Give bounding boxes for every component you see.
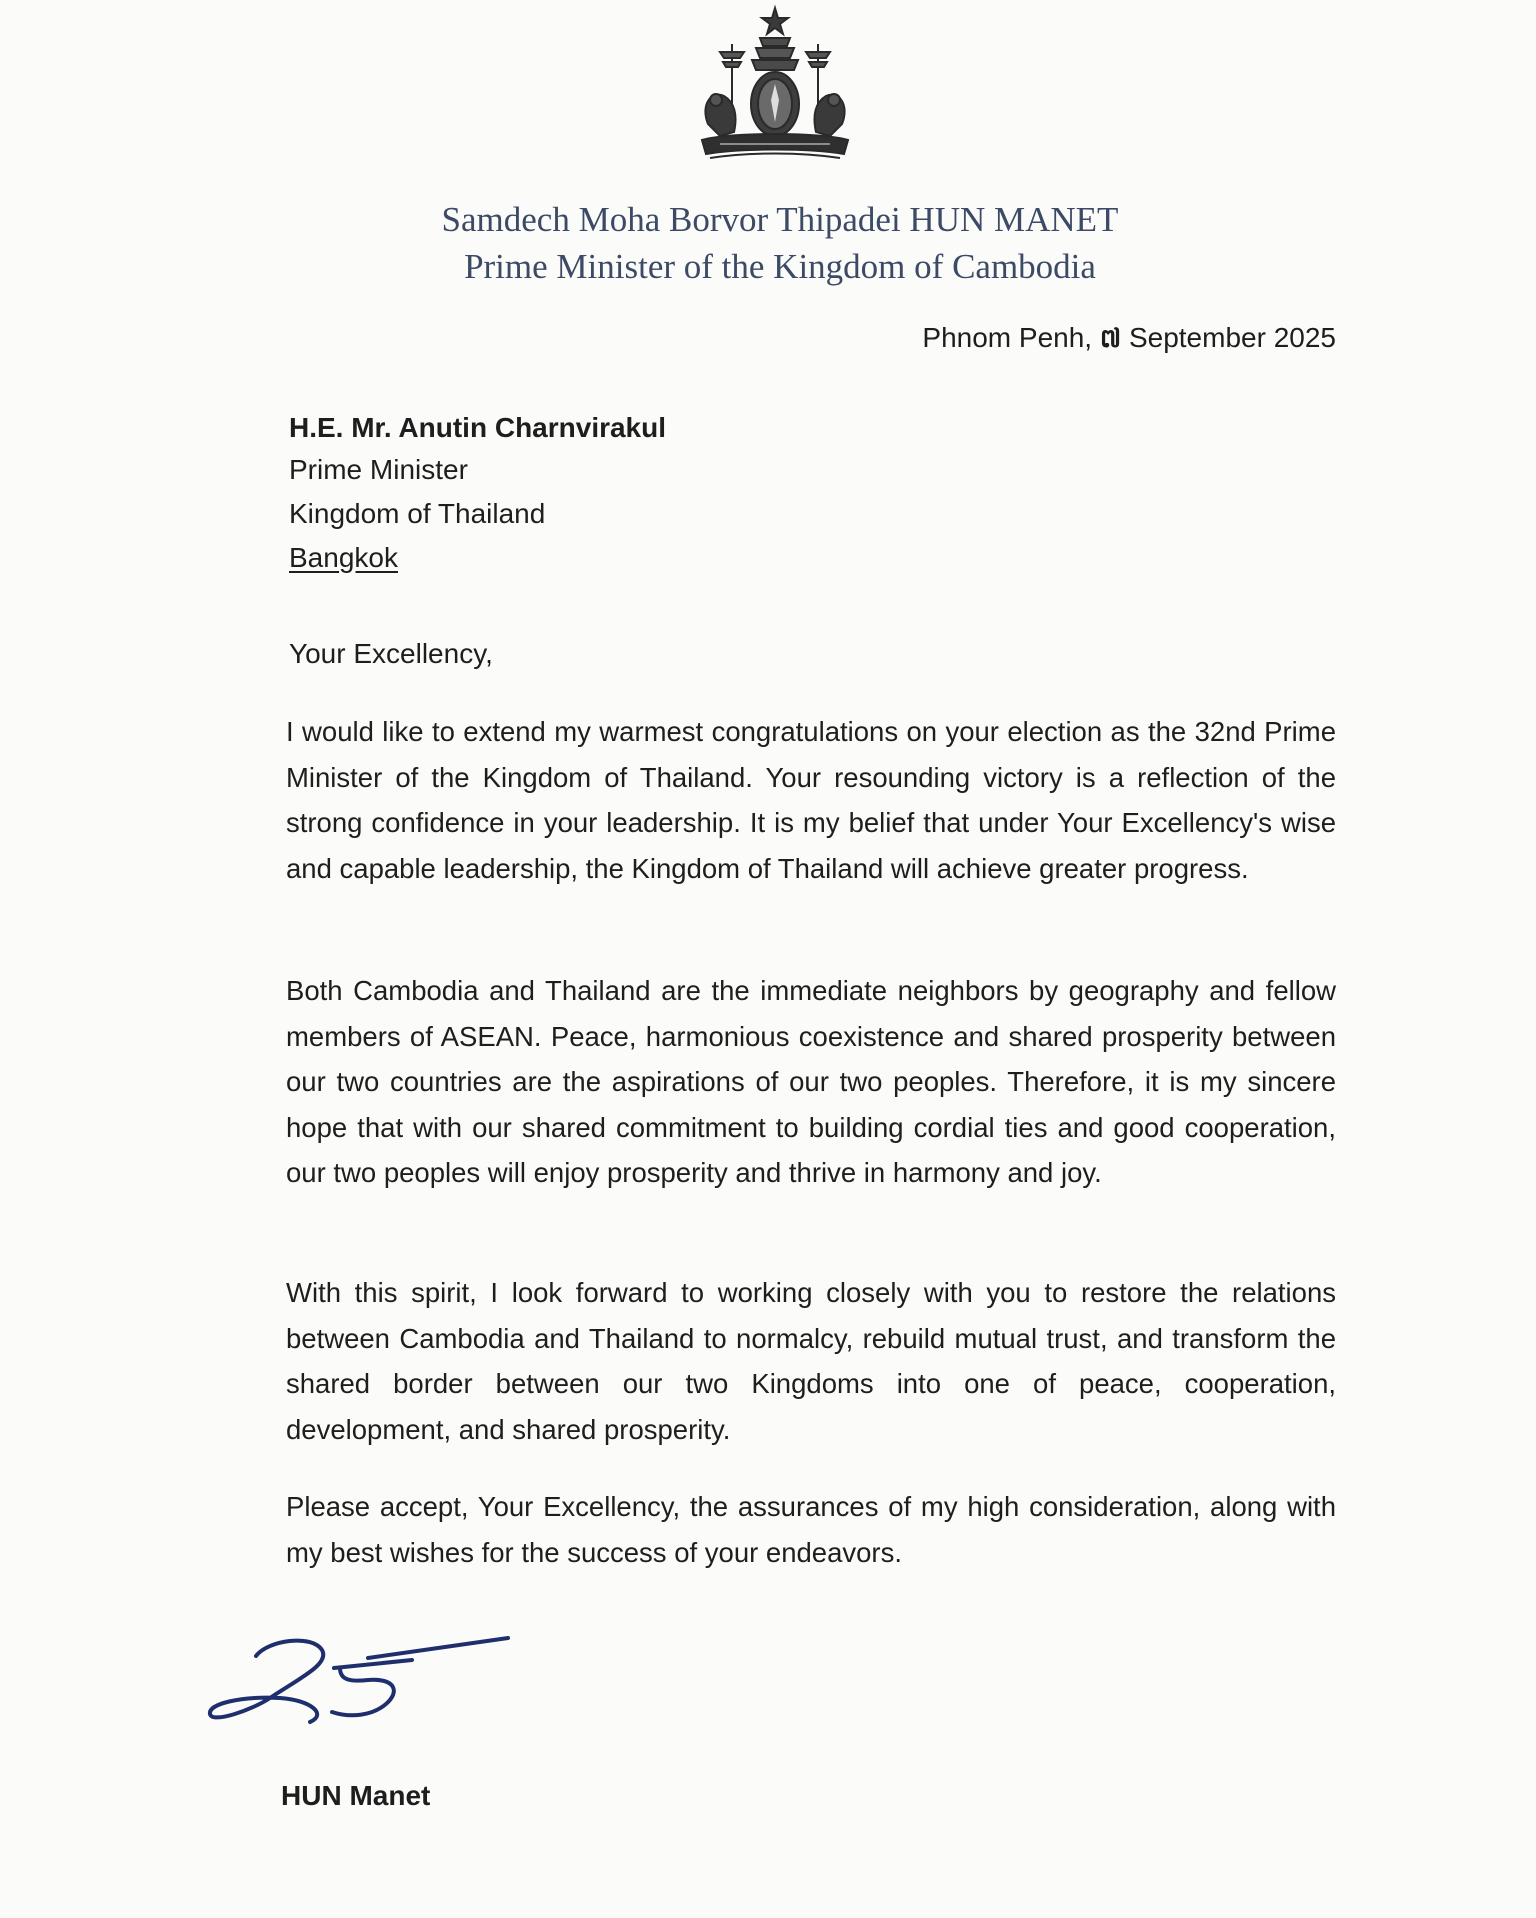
recipient-name: H.E. Mr. Anutin Charnvirakul — [289, 412, 667, 443]
date-day: ៧ — [1099, 324, 1122, 354]
handwritten-signature-icon — [200, 1618, 520, 1738]
recipient-country: Kingdom of Thailand — [289, 498, 546, 529]
sender-office: Prime Minister of the Kingdom of Cambodia — [464, 247, 1096, 286]
salutation: Your Excellency, — [289, 638, 493, 669]
recipient-title: Prime Minister — [289, 454, 468, 485]
body-paragraph-1: I would like to extend my warmest congratulations on your election as the 32nd Prime Minister of the Kingdom of Thailand. Your resounding victory is a reflection of the strong confidence in your leadership. It is my belief that under Your Excellency's wise and capable leadership, the Kingdom of Thailand will achieve greater progress. — [286, 716, 1336, 884]
recipient-city: Bangkok — [289, 542, 398, 573]
body-paragraph-3: With this spirit, I look forward to working closely with you to restore the relations between Cambodia and Thailand to normalcy, rebuild mutual trust, and transform the shared border between our two Kingdoms into one of peace, cooperation, development, and shared prosperity. — [286, 1277, 1336, 1445]
body-paragraph-2: Both Cambodia and Thailand are the immediate neighbors by geography and fellow members of ASEAN. Peace, harmonious coexistence and shared prosperity between our two countries are the aspirations of our two peoples. Therefore, it is my sincere hope that with our shared commitment to building cordial ties and good cooperation, our two peoples will enjoy prosperity and thrive in harmony and joy. — [286, 975, 1336, 1188]
letter-date — [922, 318, 1336, 359]
closing-paragraph: Please accept, Your Excellency, the assurances of my high consideration, along with my best wishes for the success of your endeavors. — [286, 1491, 1336, 1568]
signatory-name: HUN Manet — [281, 1780, 431, 1811]
date-place: Phnom Penh, — [922, 322, 1093, 353]
sender-title: Samdech Moha Borvor Thipadei HUN MANET — [441, 200, 1119, 239]
date-month-year: September 2025 — [1128, 322, 1336, 353]
royal-coat-of-arms-icon — [690, 4, 860, 176]
